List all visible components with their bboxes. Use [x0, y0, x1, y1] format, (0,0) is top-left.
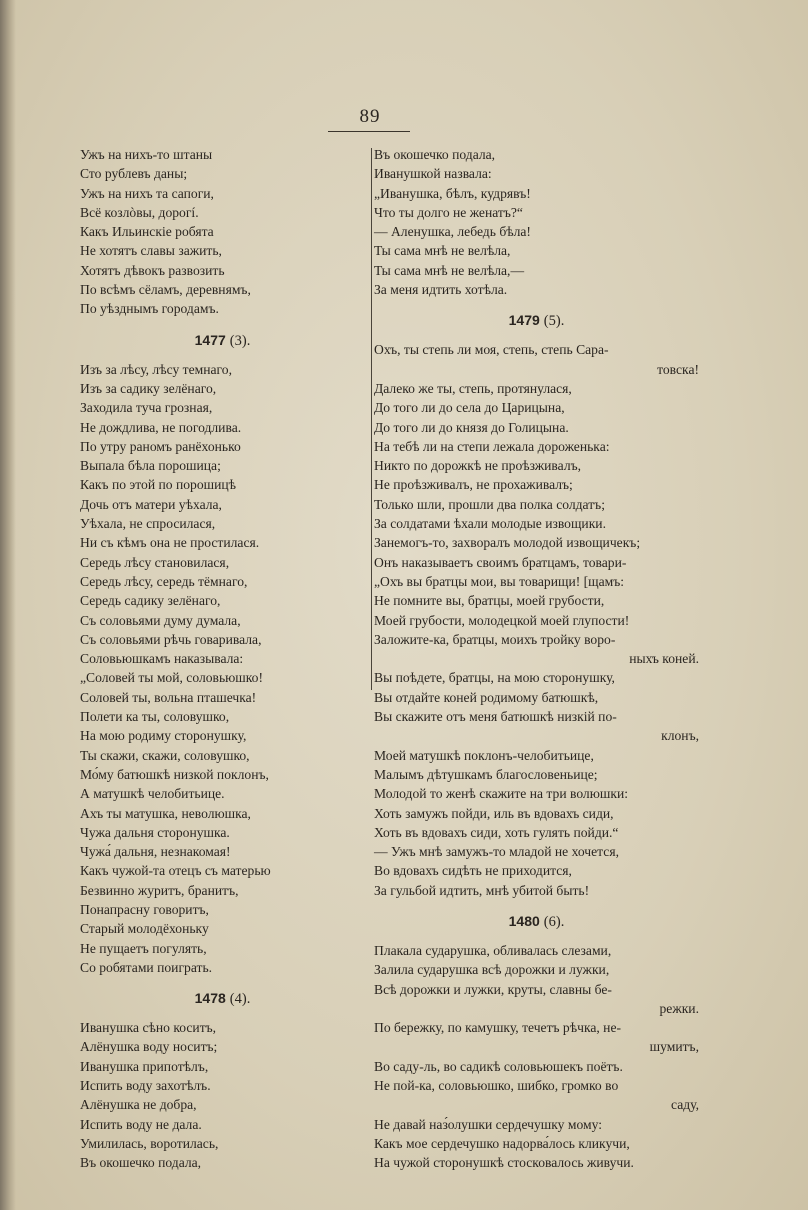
- verse-line: Алёнушка воду носитъ;: [80, 1039, 218, 1055]
- verse-line: Соловей ты, вольна пташечка!: [80, 689, 257, 705]
- verse-line: На мою родиму сторонушку,: [80, 728, 247, 744]
- verse-line: Ни съ кѣмъ она не простилася.: [80, 535, 260, 551]
- song-1477-verses: [80, 360, 365, 978]
- verse-line: За меня идтить хотѣла.: [374, 282, 508, 298]
- column-divider: [371, 148, 372, 690]
- verse-line: Во саду-ль, во садикѣ соловьюшекъ поётъ.: [374, 1058, 623, 1074]
- verse-line: клонъ,: [661, 728, 699, 744]
- verse-line: Чужа дальня сторонушка.: [80, 824, 230, 840]
- verse-line: Не хотятъ славы зажить,: [80, 243, 222, 259]
- left-column: [80, 145, 365, 1173]
- verse-line: товска!: [657, 361, 699, 377]
- verse-line: ныхъ коней.: [629, 651, 699, 667]
- verse-line: Чужа́ дальня, незнакомая!: [80, 844, 231, 860]
- header-rule: [328, 131, 410, 132]
- verse-line: Ужъ на нихъ-то штаны: [80, 147, 213, 162]
- verse-line: Какъ мое сердечушко надорва́лось кликучи,: [374, 1135, 630, 1151]
- verse-line: Не помните вы, братцы, моей грубости,: [374, 593, 605, 609]
- verse-line: Ты сама мнѣ не велѣла,: [374, 243, 511, 259]
- verse-line: Ты скажи, скажи, соловушко,: [80, 747, 250, 763]
- book-spine-shadow: [0, 0, 16, 1210]
- verse-line: Ты сама мнѣ не велѣла,—: [374, 262, 525, 278]
- right-intro-verses: [374, 145, 699, 299]
- verse-line: режки.: [659, 1000, 699, 1016]
- song-1478-verses: [80, 1018, 365, 1172]
- song-variant: (6).: [543, 913, 565, 930]
- verse-line: По уѣзднымъ городамъ.: [80, 301, 219, 317]
- verse-line: Заложите-ка, братцы, моихъ тройку воро-: [374, 631, 616, 647]
- verse-line: Всѣ дорожки и лужки, круты, славны бе-: [374, 981, 612, 997]
- verse-line: Въ окошечко подала,: [374, 147, 496, 162]
- verse-line: Хотятъ дѣвокъ развозить: [80, 262, 225, 278]
- song-number: 1477: [194, 331, 226, 348]
- page-number: 89: [359, 106, 381, 127]
- verse-line: Далеко же ты, степь, протянулася,: [374, 380, 572, 396]
- verse-line: Безвинно журитъ, бранитъ,: [80, 882, 239, 898]
- verse-line: Середь садику зелёнаго,: [80, 593, 221, 609]
- song-number: 1478: [194, 990, 226, 1007]
- verse-line: „Иванушка, бѣлъ, кудрявъ!: [374, 185, 531, 201]
- verse-line: Вы скажите отъ меня батюшкѣ низкій по-: [374, 709, 617, 725]
- verse-line: Залила сударушка всѣ дорожки и лужки,: [374, 962, 610, 978]
- left-intro-verses: [80, 145, 365, 319]
- verse-line: Со робятами поиграть.: [80, 959, 213, 975]
- song-variant: (4).: [229, 991, 251, 1008]
- verse-line: Какъ чужой-та отецъ съ матерью: [80, 863, 271, 879]
- verse-line: Плакала сударушка, обливалась слезами,: [374, 942, 612, 958]
- verse-line: Уѣхала, не спросилася,: [80, 516, 216, 532]
- song-number: 1479: [508, 312, 540, 329]
- song-variant: (5).: [543, 313, 565, 330]
- verse-line: Иванушкой назвала:: [374, 166, 492, 182]
- song-heading-1478: [80, 988, 365, 1008]
- song-1479-verses: [374, 340, 699, 900]
- verse-line: Сто рублевъ даны;: [80, 166, 188, 182]
- verse-line: Вы отдайте коней родимому батюшкѣ,: [374, 689, 599, 705]
- verse-line: Изъ за садику зелёнаго,: [80, 380, 217, 396]
- verse-line: Хоть въ вдовахъ сиди, хоть гулять пойди.“: [374, 824, 619, 840]
- verse-line: Середь лѣсу становилася,: [80, 554, 230, 570]
- song-number: 1480: [508, 912, 540, 929]
- verse-line: Иванушка сѣно коситъ,: [80, 1020, 217, 1036]
- verse-line: По бережку, по камушку, течетъ рѣчка, не-: [374, 1020, 622, 1036]
- verse-line: Хоть замужъ пойди, иль въ вдовахъ сиди,: [374, 805, 614, 821]
- verse-line: Умилилась, воротилась,: [80, 1135, 219, 1151]
- verse-line: Не пой-ка, соловьюшко, шибко, громко во: [374, 1078, 619, 1094]
- song-variant: (3).: [229, 332, 251, 349]
- verse-line: Охъ, ты степь ли моя, степь, степь Сара-: [374, 342, 609, 358]
- right-column: [374, 145, 699, 1173]
- verse-line: Моей матушкѣ поклонъ-челобитьице,: [374, 747, 594, 763]
- verse-line: Что ты долго не женатъ?“: [374, 204, 523, 220]
- verse-line: Не дождлива, не погодлива.: [80, 419, 242, 435]
- verse-line: Изъ за лѣсу, лѣсу темнаго,: [80, 361, 232, 377]
- verse-line: „Соловей ты мой, соловьюшко!: [80, 670, 263, 686]
- verse-line: Ахъ ты матушка, неволюшка,: [80, 805, 251, 821]
- verse-line: Ужъ на нихъ та сапоги,: [80, 185, 214, 201]
- verse-line: — Ужъ мнѣ замужъ-то младой не хочется,: [374, 844, 619, 860]
- verse-line: На чужой сторонушкѣ стосковалось живучи.: [374, 1155, 634, 1171]
- verse-line: Иванушка припотѣлъ,: [80, 1058, 209, 1074]
- verse-line: Середь лѣсу, середь тёмнаго,: [80, 573, 248, 589]
- verse-line: Заходила туча грозная,: [80, 400, 213, 416]
- song-heading-1479: [374, 310, 699, 330]
- verse-line: Алёнушка не добра,: [80, 1097, 197, 1113]
- verse-line: А матушкѣ челобитьице.: [80, 786, 225, 802]
- verse-line: Полети ка ты, соловушко,: [80, 709, 230, 725]
- verse-line: Никто по дорожкѣ не проѣзживалъ,: [374, 458, 582, 474]
- verse-line: Мо́му батюшкѣ низкой поклонъ,: [80, 766, 269, 782]
- verse-line: Испить воду захотѣлъ.: [80, 1078, 211, 1094]
- verse-line: Какъ по этой по порошицѣ: [80, 477, 237, 493]
- verse-line: Не проѣзживалъ, не прохаживалъ;: [374, 477, 573, 493]
- verse-line: До того ли до села до Царицына,: [374, 400, 565, 416]
- verse-line: Старый молодёхоньку: [80, 921, 209, 937]
- verse-line: Занемогъ-то, захворалъ молодой извощичекъ;: [374, 535, 641, 551]
- verse-line: Выпала бѣла порошица;: [80, 458, 221, 474]
- verse-line: Понапрасну говоритъ,: [80, 901, 209, 917]
- verse-line: Съ соловьями рѣчь говаривала,: [80, 631, 262, 647]
- verse-line: Какъ Ильинскіе робята: [80, 224, 214, 240]
- song-heading-1480: [374, 911, 699, 931]
- verse-line: саду,: [671, 1097, 699, 1113]
- verse-line: Во вдовахъ сидѣть не приходится,: [374, 863, 572, 879]
- verse-line: До того ли до князя до Голицына.: [374, 419, 569, 435]
- verse-line: Малымъ дѣтушкамъ благословеньице;: [374, 766, 598, 782]
- verse-line: Въ окошечко подала,: [80, 1155, 202, 1171]
- verse-line: Съ соловьями думу думала,: [80, 612, 241, 628]
- song-heading-1477: [80, 330, 365, 350]
- verse-line: „Охъ вы братцы мои, вы товарищи! [щамъ:: [374, 573, 625, 589]
- verse-line: За гульбой идтить, мнѣ убитой быть!: [374, 882, 590, 898]
- verse-line: По всѣмъ сёламъ, деревнямъ,: [80, 282, 251, 298]
- verse-line: Онъ наказываетъ своимъ братцамъ, товари-: [374, 554, 627, 570]
- verse-line: Молодой то женѣ скажите на три волюшки:: [374, 786, 628, 802]
- verse-line: Моей грубости, молодецкой моей глупости!: [374, 612, 630, 628]
- verse-line: За солдатами ѣхали молодые извощики.: [374, 516, 606, 532]
- verse-line: Не пущаетъ погулять,: [80, 940, 207, 956]
- verse-line: Дочь отъ матери уѣхала,: [80, 496, 222, 512]
- song-1480-verses: [374, 941, 699, 1173]
- verse-line: Вы поѣдете, братцы, на мою сторонушку,: [374, 670, 615, 686]
- verse-line: Только шли, прошли два полка солдатъ;: [374, 496, 605, 512]
- verse-line: Испить воду не дала.: [80, 1116, 202, 1132]
- verse-line: шумитъ,: [649, 1039, 699, 1055]
- verse-line: На тебѣ ли на степи лежала дороженька:: [374, 438, 610, 454]
- verse-line: По утру раномъ ранёхонько: [80, 438, 241, 454]
- verse-line: — Аленушка, лебедь бѣла!: [374, 224, 531, 240]
- verse-line: Всё козлòвы, дорогí.: [80, 204, 199, 220]
- verse-line: Соловьюшкамъ наказывала:: [80, 651, 244, 667]
- verse-line: Не давай наз́олушки сердечушку мому:: [374, 1116, 602, 1132]
